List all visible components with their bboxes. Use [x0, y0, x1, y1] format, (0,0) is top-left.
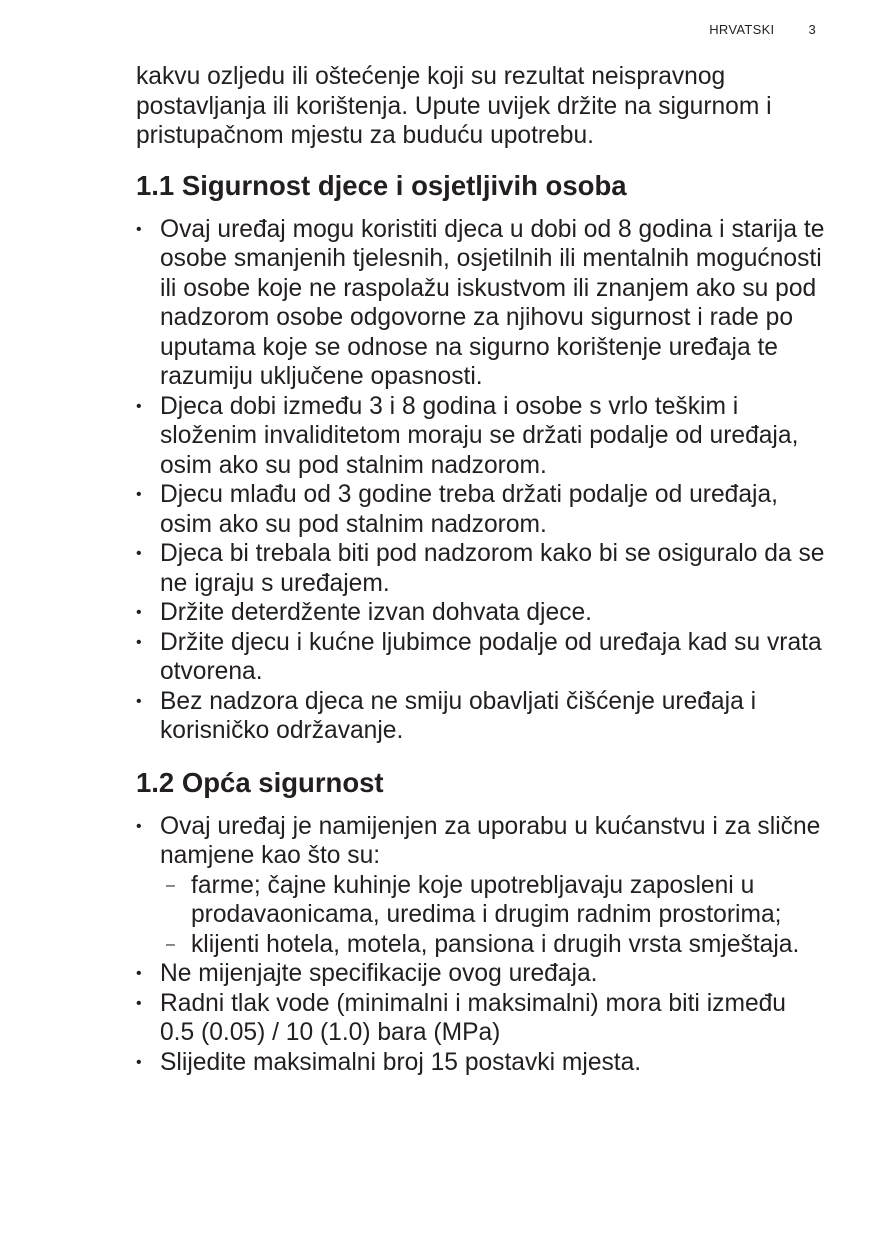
list-item [136, 959, 826, 989]
general-safety-list [136, 812, 826, 1078]
sub-list-item-text: klijenti hotela, motela, pansiona i drugih vrsta smještaja. [191, 930, 800, 958]
list-item [136, 215, 826, 392]
bullet-icon: • [136, 604, 142, 621]
bullet-icon: • [136, 994, 142, 1012]
list-item-text: Djeca dobi između 3 i 8 godina i osobe s vrlo teškim i složenim invaliditetom moraju se držati podalje od uređaja, osim ako su pod stalnim nadzorom. [160, 392, 799, 479]
bullet-icon: • [136, 486, 142, 503]
section-heading-child-safety: 1.1 Sigurnost djece i osjetljivih osoba [136, 169, 627, 201]
section-heading-general-safety: 1.2 Opća sigurnost [136, 766, 384, 798]
dash-icon: – [166, 935, 175, 953]
list-item [136, 628, 826, 687]
list-item [136, 1048, 826, 1078]
bullet-icon: • [136, 817, 142, 835]
sub-list-item-text: farme; čajne kuhinje koje upotrebljavaju zaposleni u prodavaonicama, uredima i drugim radnim prostorima; [191, 871, 782, 928]
sub-list-item [160, 871, 826, 930]
bullet-icon: • [136, 545, 142, 562]
list-item-text: Radni tlak vode (minimalni i maksimalni) mora biti između 0.5 (0.05) / 10 (1.0) bara (MPa) [160, 989, 786, 1046]
list-item-text: Djecu mlađu od 3 godine treba držati podalje od uređaja, osim ako su pod stalnim nadzorom. [160, 481, 778, 538]
list-item-text: Ne mijenjajte specifikacije ovog uređaja. [160, 960, 598, 987]
list-item [136, 598, 826, 628]
list-item [136, 812, 826, 960]
list-item-text: Ovaj uređaj mogu koristiti djeca u dobi od 8 godina i starija te osobe smanjenih tjelesnih, osjetilnih ili mentalnih mogućnosti ili osobe koje ne raspolažu iskustvom ili znanjem ako su pod nadzorom osobe odgovorne za njihovu sigurnost i rade po uputama koje se odnose na sigurno korištenje uređaja te razumiju uključene opasnosti. [160, 215, 825, 390]
intro-paragraph: kakvu ozljedu ili oštećenje koji su rezultat neispravnog postavljanja ili korištenja. Upute uvijek držite na sigurnom i pristupačnom mjestu za buduću upotrebu. [136, 63, 772, 149]
list-item-text: Djeca bi trebala biti pod nadzorom kako bi se osiguralo da se ne igraju s uređajem. [160, 540, 825, 597]
list-item-text: Držite djecu i kućne ljubimce podalje od uređaja kad su vrata otvorena. [160, 628, 822, 685]
list-item-text: Držite deterdžente izvan dohvata djece. [160, 599, 593, 626]
bullet-icon: • [136, 965, 142, 982]
sub-list [160, 871, 826, 960]
dash-icon: – [166, 876, 175, 894]
list-item-text: Slijedite maksimalni broj 15 postavki mjesta. [160, 1048, 642, 1076]
list-item [136, 687, 826, 746]
bullet-icon: • [136, 692, 142, 710]
list-item [136, 392, 826, 481]
sub-list-item [160, 930, 826, 960]
page-content [136, 62, 826, 1077]
child-safety-list [136, 215, 826, 746]
page-number: 3 [808, 22, 816, 37]
list-item-text: Bez nadzora djeca ne smiju obavljati čišćenje uređaja i korisničko održavanje. [160, 687, 757, 744]
bullet-icon: • [136, 220, 142, 238]
bullet-icon: • [136, 633, 142, 651]
bullet-icon: • [136, 397, 142, 415]
list-item-text: Ovaj uređaj je namijenjen za uporabu u kućanstvu i za slične namjene kao što su: [160, 812, 821, 869]
list-item [136, 989, 826, 1048]
page-header [709, 22, 816, 37]
header-language: HRVATSKI [709, 22, 775, 37]
bullet-icon: • [136, 1053, 142, 1071]
list-item [136, 539, 826, 598]
list-item [136, 480, 826, 539]
